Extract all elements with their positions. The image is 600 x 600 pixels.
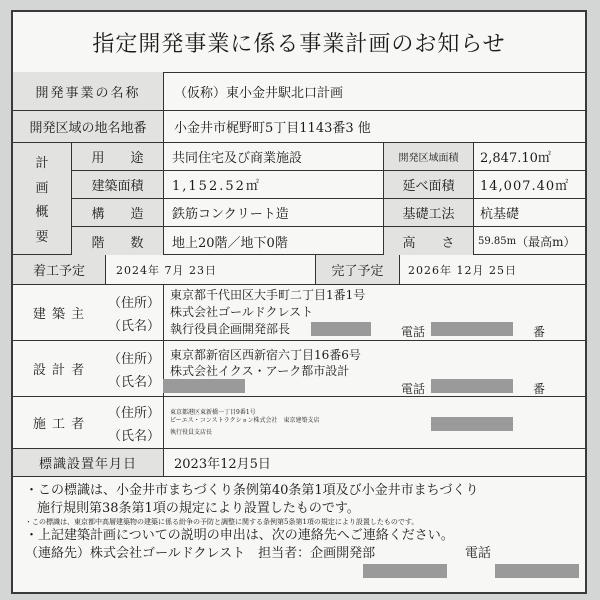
notes-section xyxy=(25,482,577,563)
row-posted xyxy=(13,449,585,477)
area-label: 開発区域面積 xyxy=(383,143,473,170)
owner-name-label: （氏名） xyxy=(107,318,160,334)
designer-tel-redaction xyxy=(431,379,513,393)
contractor-sublabels xyxy=(105,397,163,448)
owner-tel-redaction xyxy=(431,322,513,336)
designer-company: 株式会社イクス・アーク都市設計 xyxy=(170,364,350,378)
owner-details xyxy=(163,285,585,340)
note-1b: 施行規則第38条第1項の規定により設置したものです。 xyxy=(37,501,360,516)
designer-tel-label: 電話 xyxy=(401,382,426,396)
notice-board xyxy=(11,10,587,594)
note-1a: ・この標識は、小金井市まちづくり条例第40条第1項及び小金井市まちづくり xyxy=(25,483,479,498)
structure-label: 構 造 xyxy=(71,199,163,226)
plan-row-structure xyxy=(71,199,585,227)
contractor-addr-label: （住所） xyxy=(107,405,160,421)
notice-title: 指定開発事業に係る事業計画のお知らせ xyxy=(13,12,585,73)
start-label: 着工予定 xyxy=(13,255,105,284)
designer-addr-label: （住所） xyxy=(107,351,160,367)
contractor-tel-redaction xyxy=(431,417,513,431)
contractor-details xyxy=(163,397,585,448)
plan-char-4: 要 xyxy=(35,230,49,246)
height-cell xyxy=(473,227,585,255)
floors-value: 地上20階／地下0階 xyxy=(163,227,383,255)
contractor-person: 執行役員支店長 xyxy=(170,429,213,436)
foundation-value: 杭基礎 xyxy=(473,199,585,226)
area-value: 2,847.10㎡ xyxy=(473,143,585,170)
designer-tel-suffix: 番 xyxy=(533,382,546,396)
project-name-value: （仮称）東小金井駅北口計画 xyxy=(163,72,585,110)
owner-label: 建 築 主 xyxy=(32,307,86,322)
owner-tel-suffix: 番 xyxy=(533,325,546,339)
project-name-label: 開発事業の名称 xyxy=(13,72,163,110)
row-owner xyxy=(13,285,585,341)
contact-text: （連絡先）株式会社ゴールドクレスト 担当者：企画開発部 xyxy=(25,546,376,561)
row-location xyxy=(13,111,585,143)
owner-tel-label: 電話 xyxy=(401,325,426,339)
row-schedule xyxy=(13,255,585,285)
designer-name-redaction xyxy=(163,379,245,393)
posted-value: 2023年12月5日 xyxy=(163,449,585,476)
use-label: 用 途 xyxy=(71,143,163,170)
bldg-area-label: 建築面積 xyxy=(71,171,163,198)
floors-label: 階 数 xyxy=(71,227,163,255)
height-note: （最高m） xyxy=(516,234,576,249)
designer-label: 設 計 者 xyxy=(32,363,86,378)
foundation-label: 基礎工法 xyxy=(383,199,473,226)
contact-tel-label: 電話 xyxy=(465,546,492,561)
owner-person: 執行役員企画開発部長 xyxy=(170,322,291,336)
row-project-name xyxy=(13,72,585,111)
contractor-name-label: （氏名） xyxy=(107,428,160,444)
floor-area-label: 延べ面積 xyxy=(383,171,473,198)
structure-value: 鉄筋コンクリート造 xyxy=(163,199,383,226)
bldg-area-value: 1,152.52㎡ xyxy=(163,171,383,198)
contact-line xyxy=(25,545,577,563)
height-value: 59.85m xyxy=(478,235,517,247)
row-contractor xyxy=(13,397,585,449)
use-value: 共同住宅及び商業施設 xyxy=(163,143,383,170)
plan-char-1: 計 xyxy=(35,155,49,171)
contact-tel-redaction xyxy=(495,564,579,578)
owner-company: 株式会社ゴールドクレスト xyxy=(170,305,314,319)
contractor-company: ピーエス・コンストラクション株式会社 東京建築支店 xyxy=(170,417,320,424)
contact-person-redaction xyxy=(363,564,447,578)
plan-row-use xyxy=(71,143,585,171)
note-3: ・上記建築計画についての説明の申出は、次の連絡先へご連絡ください。 xyxy=(25,528,454,543)
floor-area-value: 14,007.40㎡ xyxy=(473,171,585,198)
end-label: 完了予定 xyxy=(315,255,399,284)
designer-address: 東京都新宿区西新宿六丁目16番6号 xyxy=(170,348,361,362)
plan-block xyxy=(13,143,585,255)
row-designer xyxy=(13,341,585,397)
designer-sublabels xyxy=(105,341,163,396)
plan-char-2: 画 xyxy=(35,180,49,196)
owner-address: 東京都千代田区大手町二丁目1番1号 xyxy=(170,288,366,302)
contractor-label: 施 工 者 xyxy=(32,417,86,432)
plan-char-3: 概 xyxy=(35,205,49,221)
plan-vertical-label xyxy=(13,143,71,254)
end-value: 2026年 12月 25日 xyxy=(399,255,585,284)
owner-sublabels xyxy=(105,285,163,340)
owner-addr-label: （住所） xyxy=(107,295,160,311)
owner-name-redaction xyxy=(311,322,371,336)
start-value: 2024年 7月 23日 xyxy=(105,255,315,284)
posted-label: 標識設置年月日 xyxy=(13,449,163,476)
plan-row-bldg-area xyxy=(71,171,585,199)
plan-row-floors xyxy=(71,227,585,255)
designer-name-label: （氏名） xyxy=(107,374,160,390)
contractor-address: 東京都港区東新橋一丁目9番1号 xyxy=(170,409,256,416)
location-label: 開発区域の地名地番 xyxy=(13,111,163,142)
height-label: 高 さ xyxy=(383,227,473,255)
note-2: ・この標識は、東京都中高層建築物の建築に係る紛争の予防と調整に関する条例第5条第1項の規定により設置したものです。 xyxy=(25,518,419,526)
location-value: 小金井市梶野町5丁目1143番3 他 xyxy=(163,111,585,142)
